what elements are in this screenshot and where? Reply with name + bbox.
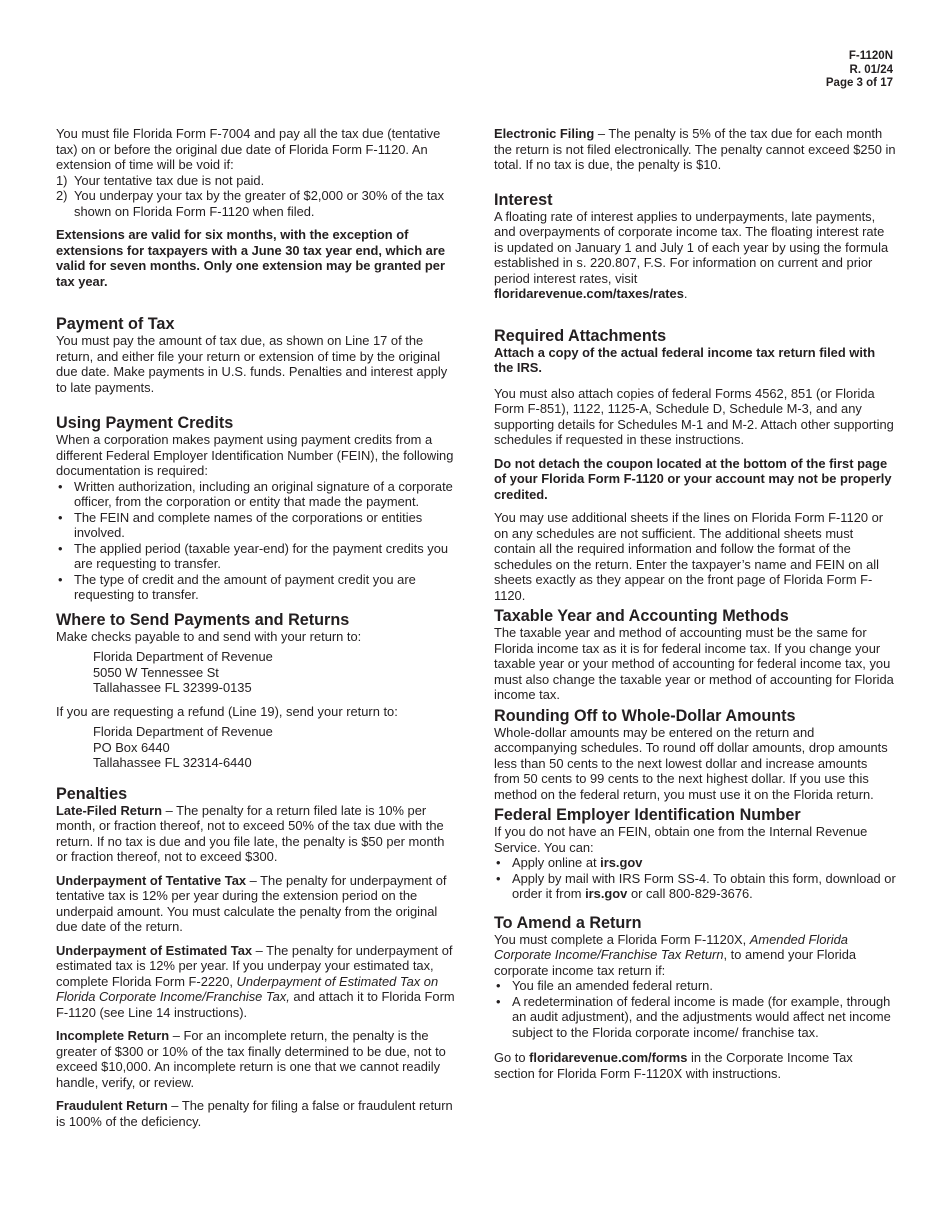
extension-notice: Extensions are valid for six months, with the exception of extensions for taxpayers with a June 30 tax year end, which are valid for seven months. Only one extension may be granted per tax year. <box>56 227 446 289</box>
electronic-filing-penalty: Electronic Filing – The penalty is 5% of the tax due for each month the return is not filed electronically. The penalty cannot exceed $250 in total. If no tax is due, the penalty is $10. <box>494 126 896 172</box>
list-item: • A redetermination of federal income is made (for example, through an audit adjustment), and the adjustments would affect net income subject to the Florida corporate income/ franchise tax. <box>494 994 896 1041</box>
interest-heading: Interest <box>494 190 553 209</box>
send-payments-heading: Where to Send Payments and Returns <box>56 610 350 629</box>
attach-federal-return: Attach a copy of the actual federal income tax return filed with the IRS. <box>494 344 876 375</box>
rounding-text: Whole-dollar amounts may be entered on the return and accompanying schedules. To round off dollar amounts, drop amounts less than 50 cents to the next lowest dollar and increase amounts from 50 cents to 99 cents to the next highest dollar. If you use this method on the federal return, you must use it on the Florida return. <box>494 724 888 802</box>
penalties-heading: Penalties <box>56 784 128 803</box>
irs-link[interactable]: irs.gov <box>600 855 643 870</box>
list-item: • The FEIN and complete names of the corporations or entities involved. <box>56 510 456 541</box>
list-item: • Apply online at irs.gov <box>494 855 896 871</box>
list-item: • The applied period (taxable year-end) for the payment credits you are requesting to transfer. <box>56 541 456 572</box>
tentative-tax-penalty: Underpayment of Tentative Tax – The penalty for underpayment of tentative tax is 12% per year during the extension period on the underpaid amount. You must calculate the penalty from the original due date of the return. <box>56 872 447 934</box>
extension-intro: You must file Florida Form F-7004 and pay all the tax due (tentative tax) on or before the original due date of Florida Form F-1120. An extension of time will be void if: <box>56 126 441 172</box>
list-item: • Written authorization, including an original signature of a corporate officer, from the corporation or entity that made the payment. <box>56 479 456 510</box>
taxable-year-text: The taxable year and method of accounting must be the same for Florida income tax as it is for federal income tax. If you change your taxable year or your method of accounting for federal income tax, you must also change the taxable year or method of accounting for Florida income tax. <box>494 625 894 702</box>
interest-rates-link[interactable]: floridarevenue.com/taxes/rates <box>494 286 684 301</box>
fein-text: If you do not have an FEIN, obtain one from the Internal Revenue Service. You can: <box>494 824 868 855</box>
amend-return-text: You must complete a Florida Form F-1120X, Amended Florida Corporate Income/Franchise Tax Return, to amend your Florida corporate income tax return if: <box>494 931 857 978</box>
mailing-address: Florida Department of Revenue 5050 W Tennessee St Tallahassee FL 32399-0135 <box>93 649 273 695</box>
late-filed-penalty: Late-Filed Return – The penalty for a return filed late is 10% per month, or fraction thereof, not to exceed 50% of the tax due with the return. If no tax is due and you file late, the penalty is $50 per month or fraction thereof, not to exceed $300. <box>56 802 445 864</box>
payment-credits-list <box>56 479 456 603</box>
forms-link[interactable]: floridarevenue.com/forms <box>529 1050 688 1065</box>
list-item: • The type of credit and the amount of payment credit you are requesting to transfer. <box>56 572 456 603</box>
refund-address: Florida Department of Revenue PO Box 6440 Tallahassee FL 32314-6440 <box>93 724 273 770</box>
payment-credits-heading: Using Payment Credits <box>56 414 234 432</box>
fraudulent-return-penalty: Fraudulent Return – The penalty for filing a false or fraudulent return is 100% of the deficiency. <box>56 1098 453 1129</box>
page-number: Page 3 of 17 <box>825 77 893 89</box>
list-item: • You file an amended federal return. <box>494 978 896 994</box>
payment-of-tax-text: You must pay the amount of tax due, as shown on Line 17 of the return, and either file your return or extension of time by the original due date. Make payments in U.S. funds. Penalties and interest apply to late payments. <box>56 333 448 395</box>
payment-credits-text: When a corporation makes payment using payment credits from a different Federal Employer Identification Number (FEIN), the following documentation is required: <box>56 432 454 478</box>
list-item: 2) You underpay your tax by the greater of $2,000 or 30% of the tax shown on Florida Form F-1120 when filed. <box>56 188 445 219</box>
form-number: F-1120N <box>848 50 893 62</box>
extension-void-list <box>56 173 456 220</box>
payment-of-tax-heading: Payment of Tax <box>56 315 175 333</box>
coupon-notice: Do not detach the coupon located at the bottom of the first page of your Florida Form F-1120 or your account may not be properly credited. <box>494 455 892 502</box>
list-item: • Apply by mail with IRS Form SS-4. To obtain this form, download or order it from irs.gov or call 800-829-3676. <box>494 871 896 902</box>
left-column <box>56 126 456 1137</box>
rounding-heading: Rounding Off to Whole-Dollar Amounts <box>494 706 796 725</box>
forms-instructions-text: Go to floridarevenue.com/forms in the Corporate Income Tax section for Florida Form F-1120X with instructions. <box>494 1050 853 1081</box>
attach-forms-text: You must also attach copies of federal Forms 4562, 851 (or Florida Form F-851), 1122, 1125-A, Schedule D, Schedule M-3, and any supporting details for Schedules M-1 and M-2. Attach other supporting schedules if requested in these instructions. <box>494 385 894 447</box>
send-payments-text: Make checks payable to and send with your return to: <box>56 628 362 644</box>
taxable-year-heading: Taxable Year and Accounting Methods <box>494 607 789 625</box>
fein-list <box>494 855 896 902</box>
amend-return-heading: To Amend a Return <box>494 913 642 932</box>
incomplete-return-penalty: Incomplete Return – For an incomplete return, the penalty is the greater of $300 or 10% of the tax finally determined to be due, not to exceed $10,000. An incomplete return is one that we cannot readily handle, verify, or review. <box>56 1028 446 1090</box>
required-attachments-heading: Required Attachments <box>494 326 667 345</box>
irs-link[interactable]: irs.gov <box>585 886 628 901</box>
right-column <box>494 126 896 1089</box>
list-item: 1) Your tentative tax due is not paid. <box>56 172 265 188</box>
interest-text: A floating rate of interest applies to underpayments, late payments, and overpayments of corporate income tax. The floating interest rate is updated on January 1 and July 1 of each year by using the formula established in s. 220.807, F.S. For information on current and prior period interest rates, visit floridarevenue.com/taxes/rates. <box>494 208 889 301</box>
additional-sheets-text: You may use additional sheets if the lines on Florida Form F-1120 or on any schedules are not sufficient. The additional sheets must contain all the required information and follow the format of the schedules on the return. Enter the taxpayer’s name and FEIN on all sheets exactly as they appear on the front page of Florida Form F-1120. <box>494 510 884 603</box>
estimated-tax-penalty: Underpayment of Estimated Tax – The penalty for underpayment of estimated tax is 12% per year. If you underpay your estimated tax, complete Florida Form F-2220, Underpayment of Estimated Tax on Florida Corporate Income/Franchise Tax, and attach it to Florida Form F-1120 (see Line 14 instructions). <box>56 942 455 1020</box>
refund-text: If you are requesting a refund (Line 19), send your return to: <box>56 703 398 719</box>
page-header <box>826 50 893 91</box>
fein-heading: Federal Employer Identification Number <box>494 806 801 824</box>
revision-date: R. 01/24 <box>849 63 893 76</box>
amend-conditions-list <box>494 978 896 1040</box>
